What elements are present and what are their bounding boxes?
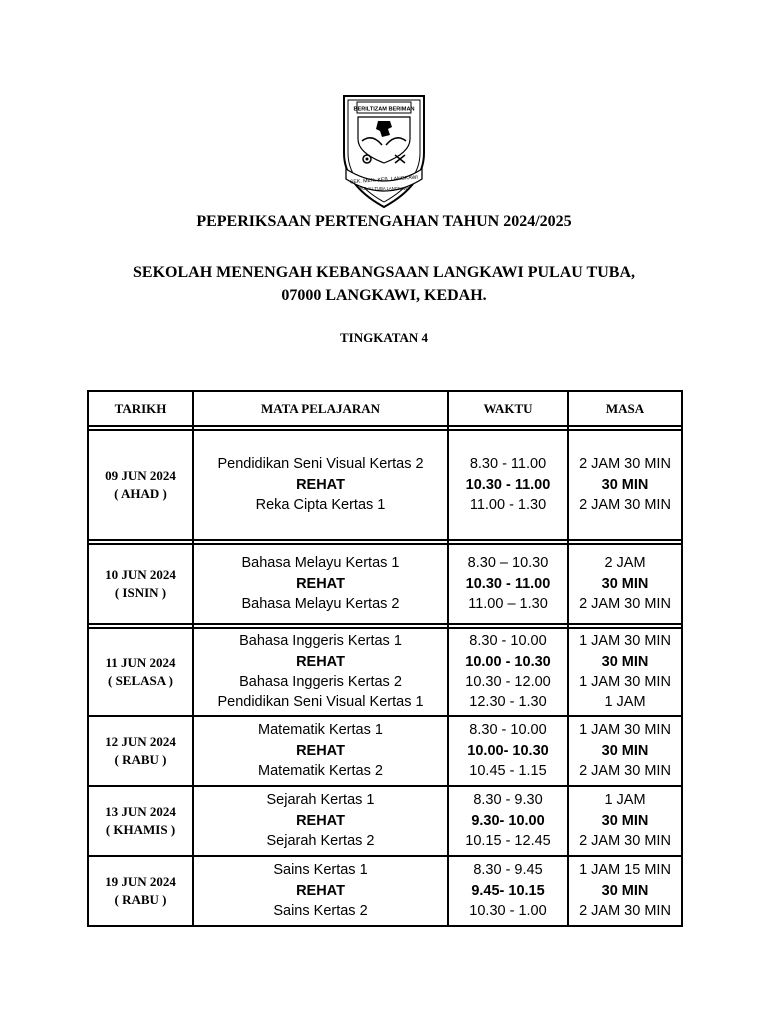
exam-date: 19 JUN 2024 — [105, 874, 176, 889]
exam-day: ( KHAMIS ) — [105, 822, 176, 837]
duration-cell — [568, 430, 682, 540]
date-cell — [88, 544, 193, 624]
duration-item: 1 JAM 30 MIN — [579, 633, 671, 650]
duration-item: 2 JAM — [604, 555, 646, 572]
exam-date: 11 JUN 2024 — [105, 655, 176, 670]
break-label: REHAT — [296, 575, 345, 592]
column-header-date: TARIKH — [88, 391, 193, 426]
break-duration: 30 MIN — [601, 653, 649, 670]
date-cell — [88, 856, 193, 926]
subject-item: Sejarah Kertas 2 — [266, 833, 375, 850]
duration-item: 1 JAM 30 MIN — [579, 674, 671, 690]
break-duration: 30 MIN — [601, 812, 649, 829]
time-item: 10.30 - 12.00 — [465, 674, 551, 690]
exam-date: 13 JUN 2024 — [105, 804, 176, 819]
duration-cell — [568, 544, 682, 624]
duration-cell — [568, 716, 682, 786]
exam-date: 09 JUN 2024 — [105, 468, 176, 483]
duration-item: 2 JAM 30 MIN — [579, 456, 671, 473]
date-cell — [88, 430, 193, 540]
time-item: 8.30 - 9.30 — [473, 792, 543, 809]
duration-cell — [568, 856, 682, 926]
exam-timetable — [87, 390, 683, 927]
break-time: 9.30- 10.00 — [471, 812, 545, 829]
date-cell — [88, 628, 193, 716]
duration-item: 1 JAM — [604, 792, 646, 809]
break-duration: 30 MIN — [601, 476, 649, 493]
exam-day: ( AHAD ) — [114, 486, 167, 501]
break-label: REHAT — [296, 653, 345, 670]
duration-item: 1 JAM — [604, 694, 646, 711]
exam-date: 12 JUN 2024 — [105, 734, 176, 749]
subject-cell — [193, 716, 448, 786]
break-time: 10.30 - 11.00 — [465, 476, 551, 493]
break-time: 10.00 - 10.30 — [465, 653, 551, 670]
table-row — [88, 786, 682, 856]
subject-item: Bahasa Melayu Kertas 2 — [241, 596, 400, 613]
duration-item: 2 JAM 30 MIN — [579, 763, 671, 780]
subject-cell — [193, 430, 448, 540]
table-row — [88, 430, 682, 540]
subject-cell — [193, 786, 448, 856]
break-duration: 30 MIN — [601, 882, 649, 899]
table-row — [88, 544, 682, 624]
break-time: 9.45- 10.15 — [471, 882, 545, 899]
column-header-time: WAKTU — [448, 391, 568, 426]
exam-date: 10 JUN 2024 — [105, 567, 176, 582]
duration-item: 1 JAM 30 MIN — [579, 722, 671, 739]
time-item: 8.30 - 10.00 — [469, 633, 547, 650]
time-cell — [448, 544, 568, 624]
table-row — [88, 716, 682, 786]
exam-day: ( RABU ) — [114, 892, 167, 907]
time-cell — [448, 628, 568, 716]
duration-item: 2 JAM 30 MIN — [579, 596, 671, 613]
time-cell — [448, 716, 568, 786]
subject-item: Matematik Kertas 1 — [258, 722, 383, 739]
break-duration: 30 MIN — [601, 742, 649, 759]
exam-day: ( ISNIN ) — [114, 585, 167, 600]
break-duration: 30 MIN — [601, 575, 649, 592]
date-cell — [88, 716, 193, 786]
duration-cell — [568, 628, 682, 716]
time-item: 11.00 – 1.30 — [468, 596, 548, 613]
time-item: 11.00 - 1.30 — [469, 497, 547, 514]
svg-text:BERILTIZAM BERIMAN: BERILTIZAM BERIMAN — [353, 106, 415, 113]
break-label: REHAT — [296, 742, 345, 759]
time-item: 8.30 – 10.30 — [467, 555, 549, 572]
time-cell — [448, 430, 568, 540]
duration-item: 2 JAM 30 MIN — [579, 903, 671, 920]
column-header-subject: MATA PELAJARAN — [193, 391, 448, 426]
subject-item: Bahasa Melayu Kertas 1 — [241, 555, 400, 572]
subject-item: Sains Kertas 2 — [273, 903, 368, 920]
exam-day: ( RABU ) — [114, 752, 167, 767]
time-cell — [448, 856, 568, 926]
subject-item: Sejarah Kertas 1 — [266, 792, 375, 809]
break-label: REHAT — [296, 882, 345, 899]
break-label: REHAT — [296, 812, 345, 829]
form-level: TINGKATAN 4 — [340, 330, 428, 345]
break-time: 10.00- 10.30 — [467, 742, 549, 759]
subject-item: Sains Kertas 1 — [273, 862, 368, 879]
time-item: 8.30 - 9.45 — [473, 862, 543, 879]
time-item: 10.15 - 12.45 — [465, 833, 551, 850]
duration-item: 1 JAM 15 MIN — [579, 862, 671, 879]
time-cell — [448, 786, 568, 856]
table-row — [88, 856, 682, 926]
exam-title: PEPERIKSAAN PERTENGAHAN TAHUN 2024/2025 — [196, 213, 572, 230]
time-item: 8.30 - 10.00 — [469, 722, 547, 739]
subject-item: Matematik Kertas 2 — [258, 763, 383, 780]
subject-item: Bahasa Inggeris Kertas 2 — [239, 674, 402, 690]
table-row — [88, 628, 682, 716]
duration-item: 2 JAM 30 MIN — [579, 833, 671, 850]
subject-item: Reka Cipta Kertas 1 — [255, 497, 386, 514]
school-name-line-1: SEKOLAH MENENGAH KEBANGSAAN LANGKAWI PULAU TUBA, — [133, 264, 635, 281]
date-cell — [88, 786, 193, 856]
subject-item: Pendidikan Seni Visual Kertas 1 — [217, 694, 424, 711]
time-item: 10.30 - 1.00 — [469, 903, 547, 920]
duration-cell — [568, 786, 682, 856]
break-label: REHAT — [296, 476, 345, 493]
svg-text:SEK. MEN. KEB. LANGKAWI: SEK. MEN. KEB. LANGKAWI — [349, 174, 419, 186]
subject-cell — [193, 856, 448, 926]
column-header-duration: MASA — [568, 391, 682, 426]
school-crest-logo — [338, 93, 430, 211]
subject-item: Pendidikan Seni Visual Kertas 2 — [217, 456, 424, 473]
subject-cell — [193, 544, 448, 624]
subject-item: Bahasa Inggeris Kertas 1 — [239, 633, 402, 650]
break-time: 10.30 - 11.00 — [465, 575, 551, 592]
exam-day: ( SELASA ) — [107, 673, 174, 688]
time-item: 12.30 - 1.30 — [469, 694, 547, 711]
time-item: 8.30 - 11.00 — [469, 456, 547, 473]
svg-text:PULAU TUBA LANGKAWI: PULAU TUBA LANGKAWI — [359, 186, 409, 191]
school-name — [0, 261, 768, 307]
table-header-row — [88, 391, 682, 426]
duration-item: 2 JAM 30 MIN — [579, 497, 671, 514]
subject-cell — [193, 628, 448, 716]
school-address-line-2: 07000 LANGKAWI, KEDAH. — [281, 287, 487, 304]
time-item: 10.45 - 1.15 — [469, 763, 547, 780]
